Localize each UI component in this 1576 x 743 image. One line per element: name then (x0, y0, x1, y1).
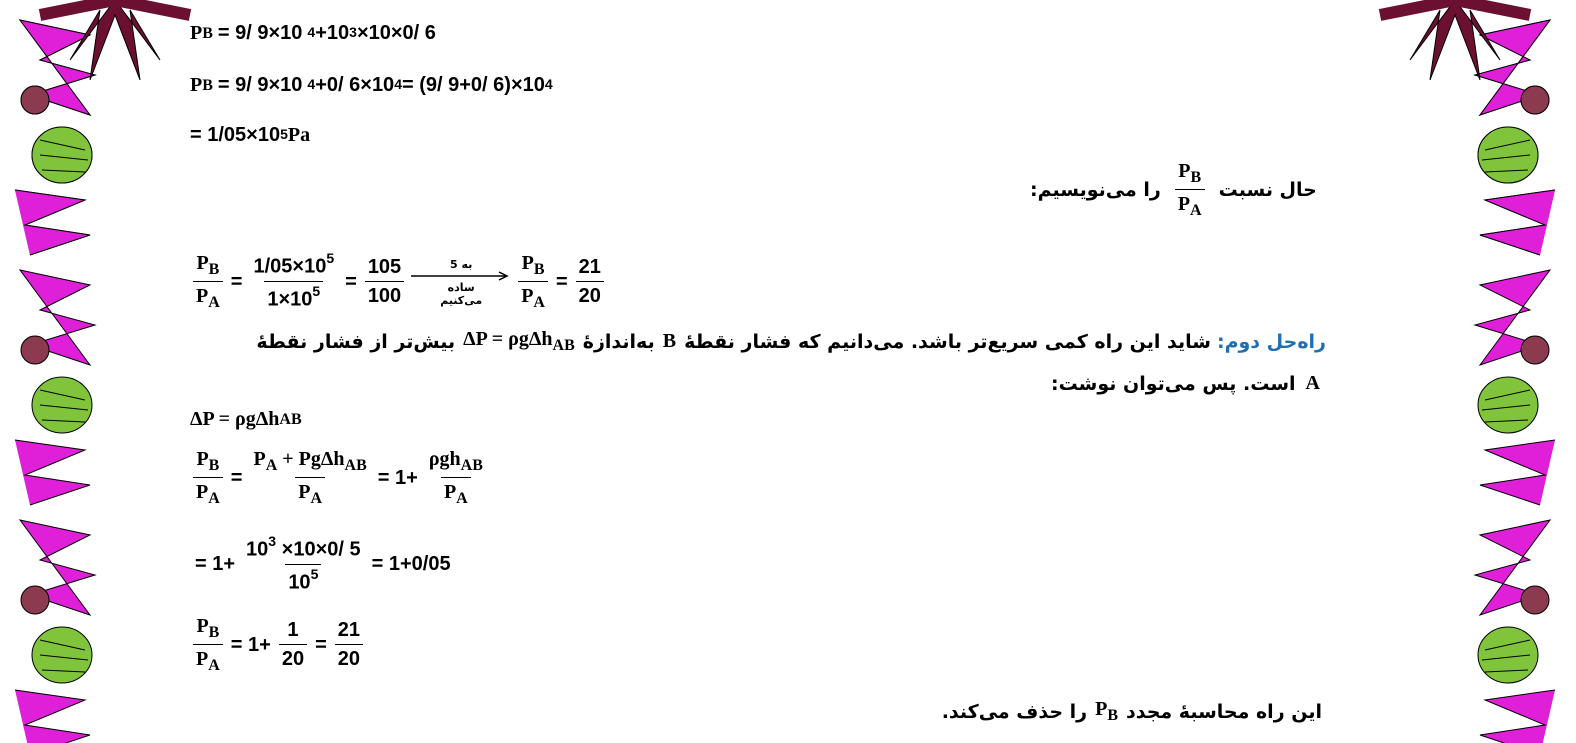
arrow-label-bottom: می‌کنیم (440, 293, 483, 307)
expr: = 9/ 9×10 (217, 22, 303, 44)
equation-ratio-2: $\frac{P_B}{P_A}$ = $\frac{P_A + Pg\Delta h_{AB}}{P_A}$ = 1+ $\frac{\rho gh_{AB}}{P_A}$ (190, 448, 489, 508)
num: 1/05×10 (253, 256, 327, 278)
exp: 5 (280, 125, 288, 142)
simplify-arrow (411, 258, 511, 307)
sub-b: B (208, 261, 220, 278)
frac-2 (365, 256, 404, 308)
equation-pb-1 (190, 22, 436, 45)
frac-rgh: $\frac{\rho gh_{AB}}{P_A}$ (428, 448, 483, 507)
arrow-label-top: به 5 (450, 257, 473, 271)
arrow-label-mid: ساده (447, 280, 475, 294)
text-after: را حذف می‌کند. (941, 700, 1088, 723)
frac-1 (250, 252, 337, 311)
expr: = (9/ 9+0/ 6)×10 (401, 74, 545, 96)
exp: 5 (326, 250, 335, 267)
expr: +10 (315, 22, 350, 44)
exp: 4 (544, 75, 553, 92)
text-after: را می‌نویسیم: (1030, 179, 1161, 201)
frac-pb-pa: $\frac{P_B}{P_A}$ (193, 615, 223, 675)
var-p: P (196, 252, 209, 274)
frac-expanded: $\frac{P_A + Pg\Delta h_{AB}}{P_A}$ (253, 448, 367, 507)
equation-ratio-1: $\frac{P_B}{P_A}$ = $\frac{1/05\times 10^5}{1\times 10^5}$ = $\frac{105}{100}$ به 5 ساده می‌کنیم $\frac{P_B}{P_A}$ = $\frac{21}{20}$ (190, 252, 607, 312)
var-p: P (190, 22, 203, 44)
var-p: P (521, 285, 534, 307)
ratio-pb-pa (1175, 160, 1205, 220)
expr: = 1+ (195, 553, 236, 576)
exp: 4 (394, 75, 402, 92)
num: 105 (367, 256, 402, 278)
frac-1-20: $\frac{1}{20}$ (279, 619, 307, 671)
equation-pb-2 (190, 74, 553, 97)
expr: = 1+0/05 (371, 553, 451, 576)
expr: ΔP = ρgΔh (190, 408, 280, 430)
second-solution-label: راه‌حل دوم: (1216, 330, 1326, 353)
ratio-intro-text (1030, 160, 1317, 220)
frac-numeric: $\frac{10^3 \times 10\times 0/ 5}{10^5}$ (246, 533, 361, 594)
var-pb: $P_B$ (1095, 698, 1118, 724)
den: 100 (365, 281, 404, 308)
expr: = 1+ (230, 633, 271, 656)
frac-pb-pa: $\frac{P_B}{P_A}$ (193, 448, 223, 508)
text-before: این راه محاسبهٔ مجدد (1126, 700, 1322, 723)
frac-pb-pa (518, 252, 548, 312)
var-p: P (1178, 160, 1191, 182)
second-solution-line-1 (186, 328, 1326, 355)
frac-3 (576, 256, 604, 308)
var-p: P (1177, 193, 1191, 215)
var-p: P (190, 74, 203, 96)
point-b: B (662, 330, 677, 352)
den: 20 (576, 281, 604, 308)
sub-ab: AB (279, 410, 302, 428)
frac-21-20: $\frac{21}{20}$ (335, 619, 363, 671)
exp: 5 (312, 283, 321, 299)
frac-pb-pa (193, 252, 223, 312)
sub-a: A (1190, 202, 1202, 219)
den: 1×10 (267, 288, 313, 311)
num: 21 (578, 256, 601, 278)
expr: = 1+ (377, 466, 418, 489)
sub-b: B (1190, 169, 1202, 186)
formula-delta-p: ΔP = ρgΔh$_{AB}$ (463, 328, 575, 354)
equation-delta-p (190, 408, 302, 431)
var-p: P (521, 252, 534, 274)
equation-ratio-final: $\frac{P_B}{P_A}$ = 1+ $\frac{1}{20}$ = $\frac{21}{20}$ (190, 615, 366, 675)
expr: = 1/05×10 (190, 124, 281, 146)
var-p: P (196, 285, 209, 307)
exp: 4 (307, 75, 316, 92)
sub-a: A (208, 294, 220, 311)
exp: 4 (307, 23, 316, 40)
sub-a: A (533, 294, 545, 311)
text: شاید این راه کمی سریع‌تر باشد. می‌دانیم که فشار نقطهٔ (684, 330, 1211, 353)
unit-pa: Pa (287, 124, 311, 146)
point-a: A (1305, 372, 1320, 394)
text-before: حال نسبت (1218, 179, 1317, 201)
text: بیش‌تر از فشار نقطهٔ (256, 330, 456, 353)
exp: 3 (349, 23, 357, 40)
equation-ratio-3 (190, 535, 456, 594)
sub-b: B (533, 261, 545, 278)
expr: +0/ 6×10 (315, 74, 395, 96)
sub-b: B (202, 24, 213, 42)
final-text (910, 698, 1322, 725)
sub-b: B (202, 76, 213, 94)
expr: ×10×0/ 6 (356, 22, 436, 44)
expr: = 9/ 9×10 (217, 74, 303, 96)
second-solution-line-2 (1030, 372, 1320, 395)
equation-result-pa (190, 124, 310, 147)
text: به‌اندازهٔ (582, 330, 655, 353)
text: است. پس می‌توان نوشت: (1050, 372, 1296, 395)
arrow-right-icon (411, 271, 511, 281)
